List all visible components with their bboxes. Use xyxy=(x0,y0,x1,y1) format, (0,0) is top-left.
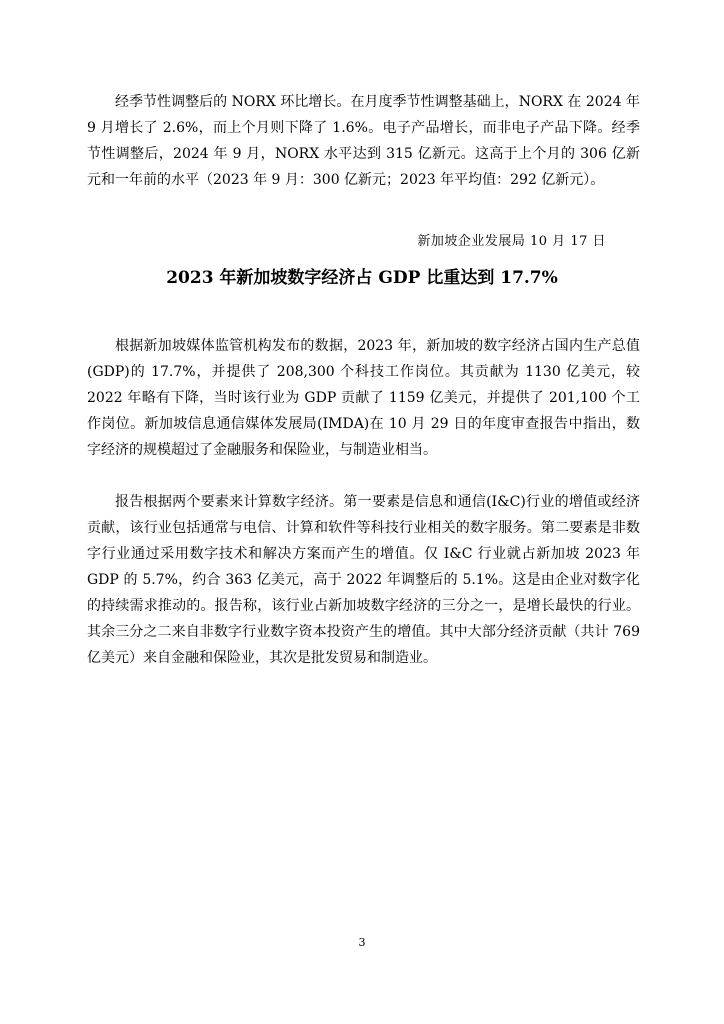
page-number: 3 xyxy=(358,936,366,949)
article-paragraph-2: 报告根据两个要素来计算数字经济。第一要素是信息和通信(I&C)行业的增值或经济贡献，该行业包括通常与电信、计算和软件等科技行业相关的数字服务。第二要素是非数字行业通过采用数字技术和解决方案而产生的增值。仅 I&C 行业就占新加坡 2023 年 GDP 的 5.7%，约合 363 亿美元，高于 2022 年调整后的 5.1%。这是由企业对数字化的持续需求推动的。报告称，该行业占新加坡数字经济的三分之一，是增长最快的行业。其余三分之二来自非数字行业数字资本投资产生的增值。其中大部分经济贡献（共计 769 亿美元）来自金融和保险业，其次是批发贸易和制造业。 xyxy=(87,494,640,666)
norx-paragraph: 经季节性调整后的 NORX 环比增长。在月度季节性调整基础上，NORX 在 2024 年 9 月增长了 2.6%，而上个月则下降了 1.6%。电子产品增长，而非电子产品下降。经季节性调整后，2024 年 9 月，NORX 水平达到 315 亿新元。这高于上个月的 306 亿新元和一年前的水平（2023 年 9 月：300 亿新元；2023 年平均值：292 亿新元）。 xyxy=(87,94,640,188)
article-paragraph-1: 根据新加坡媒体监管机构发布的数据，2023 年，新加坡的数字经济占国内生产总值(GDP)的 17.7%，并提供了 208,300 个科技工作岗位。其贡献为 1130 亿美元，较 2022 年略有下降，当时该行业为 GDP 贡献了 1159 亿美元，并提供了 201,100 个工作岗位。新加坡信息通信媒体发展局(IMDA)在 10 月 29 日的年度审查报告中指出，数字经济的规模超过了金融服务和保险业，与制造业相当。 xyxy=(87,338,640,458)
source-signature: 新加坡企业发展局 10 月 17 日 xyxy=(417,234,606,249)
article-title: 2023 年新加坡数字经济占 GDP 比重达到 17.7% xyxy=(166,268,558,288)
